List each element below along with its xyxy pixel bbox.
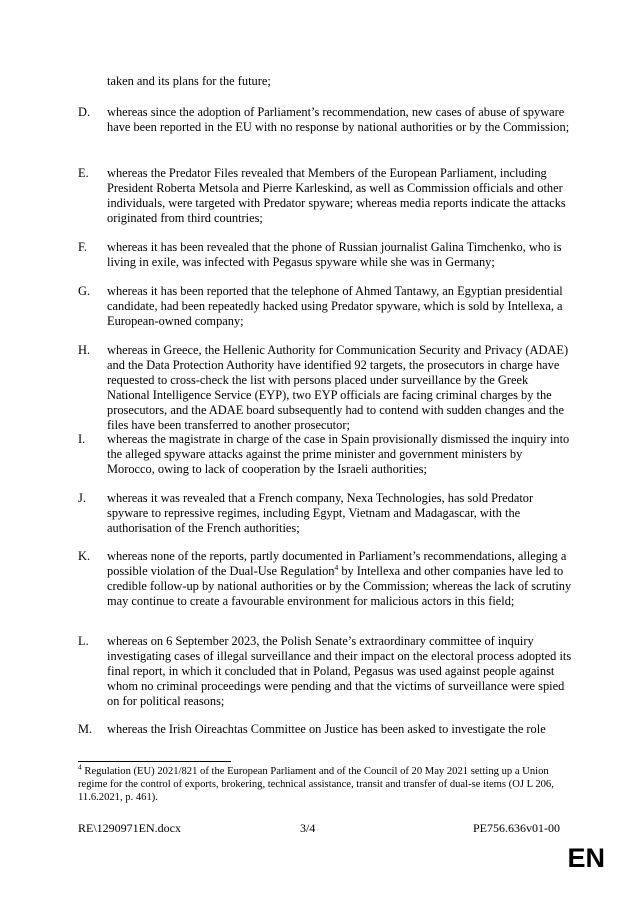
recital-text: whereas it has been reported that the telephone of Ahmed Tantawy, an Egyptian presidential candidate, had been repeatedly hacked using Predator spyware, which is sold by Intellexa, a European-owned company;: [107, 284, 563, 328]
recital-text: whereas in Greece, the Hellenic Authority for Communication Security and Privacy (ADAE) and the Data Protection Authority have identified 92 targets, the prosecutors in charge have requested to cross-check the list with persons placed under surveillance by the Greek National Intelligence Service (EYP), two EYP officials are facing criminal charges by the prosecutors, and the ADAE board subsequently had to contend with sudden changes and the files have been transferred to another prosecutor;: [107, 343, 569, 432]
continuation-text: taken and its plans for the future;: [107, 74, 271, 88]
footnote-reference[interactable]: 4: [334, 562, 339, 572]
recital-text-part: whereas none of the reports, partly documented in Parliament’s recommendations, alleging a possible violation of the Dual-Use Regulation: [107, 549, 567, 578]
footnote-text: Regulation (EU) 2021/821 of the European Parliament and of the Council of 20 May 2021 setting up a Union regime for the control of exports, brokering, technical assistance, transit and transfer of dual-se items (OJ L 206, 11.6.2021, p. 461).: [78, 766, 554, 803]
recital-text: whereas since the adoption of Parliament’s recommendation, new cases of abuse of spyware have been reported in the EU with no response by national authorities or by the Commission;: [107, 105, 570, 134]
recital-text: whereas it was revealed that a French company, Nexa Technologies, has sold Predator spyware to repressive regimes, including Egypt, Vietnam and Madagascar, with the authorisation of the French authorities;: [107, 491, 534, 535]
recital-letter: L.: [78, 634, 89, 648]
footnote-divider: [78, 761, 231, 762]
language-badge: EN: [567, 843, 605, 873]
footnote-number: 4: [78, 762, 82, 772]
footnote: [78, 762, 564, 804]
footer-page-number: 3/4: [300, 821, 316, 835]
recital-letter: I.: [78, 432, 86, 446]
recital-letter: E.: [78, 166, 89, 180]
recital-text: whereas the Predator Files revealed that Members of the European Parliament, including President Roberta Metsola and Pierre Karleskind, as well as Commission officials and other individuals, were targeted with Predator spyware; whereas media reports indicate the attacks originated from third countries;: [107, 166, 566, 225]
recital-letter: M.: [78, 722, 93, 736]
recital-letter: K.: [78, 549, 91, 563]
recital-text-part: by Intellexa and other companies have led to credible follow-up by national authorities or by the Commission; whereas the lack of scrutiny may continue to create a favourable environment for malicious actors in this field;: [107, 564, 572, 608]
recital-letter: J.: [78, 491, 86, 505]
recital-letter: D.: [78, 105, 91, 119]
recital-text: [107, 549, 572, 609]
footer-filename: RE\1290971EN.docx: [78, 821, 181, 835]
recital-letter: H.: [78, 343, 91, 357]
recital-text: whereas it has been revealed that the phone of Russian journalist Galina Timchenko, who is living in exile, was infected with Pegasus spyware while she was in Germany;: [107, 240, 562, 269]
recital-letter: F.: [78, 240, 87, 254]
recital-text: whereas the Irish Oireachtas Committee on Justice has been asked to investigate the role: [107, 722, 546, 736]
recital-text: whereas on 6 September 2023, the Polish Senate’s extraordinary committee of inquiry investigating cases of illegal surveillance and their impact on the electoral process adopted its final report, in which it concluded that in Poland, Pegasus was used against people against whom no criminal proceedings were pending and that the victims of surveillance were spied on for political reasons;: [107, 634, 572, 708]
recital-text: whereas the magistrate in charge of the case in Spain provisionally dismissed the inquiry into the alleged spyware attacks against the prime minister and government ministers by Morocco, owing to lack of cooperation by the Israeli authorities;: [107, 432, 570, 476]
recital-letter: G.: [78, 284, 91, 298]
footer-reference: PE756.636v01-00: [473, 821, 560, 835]
